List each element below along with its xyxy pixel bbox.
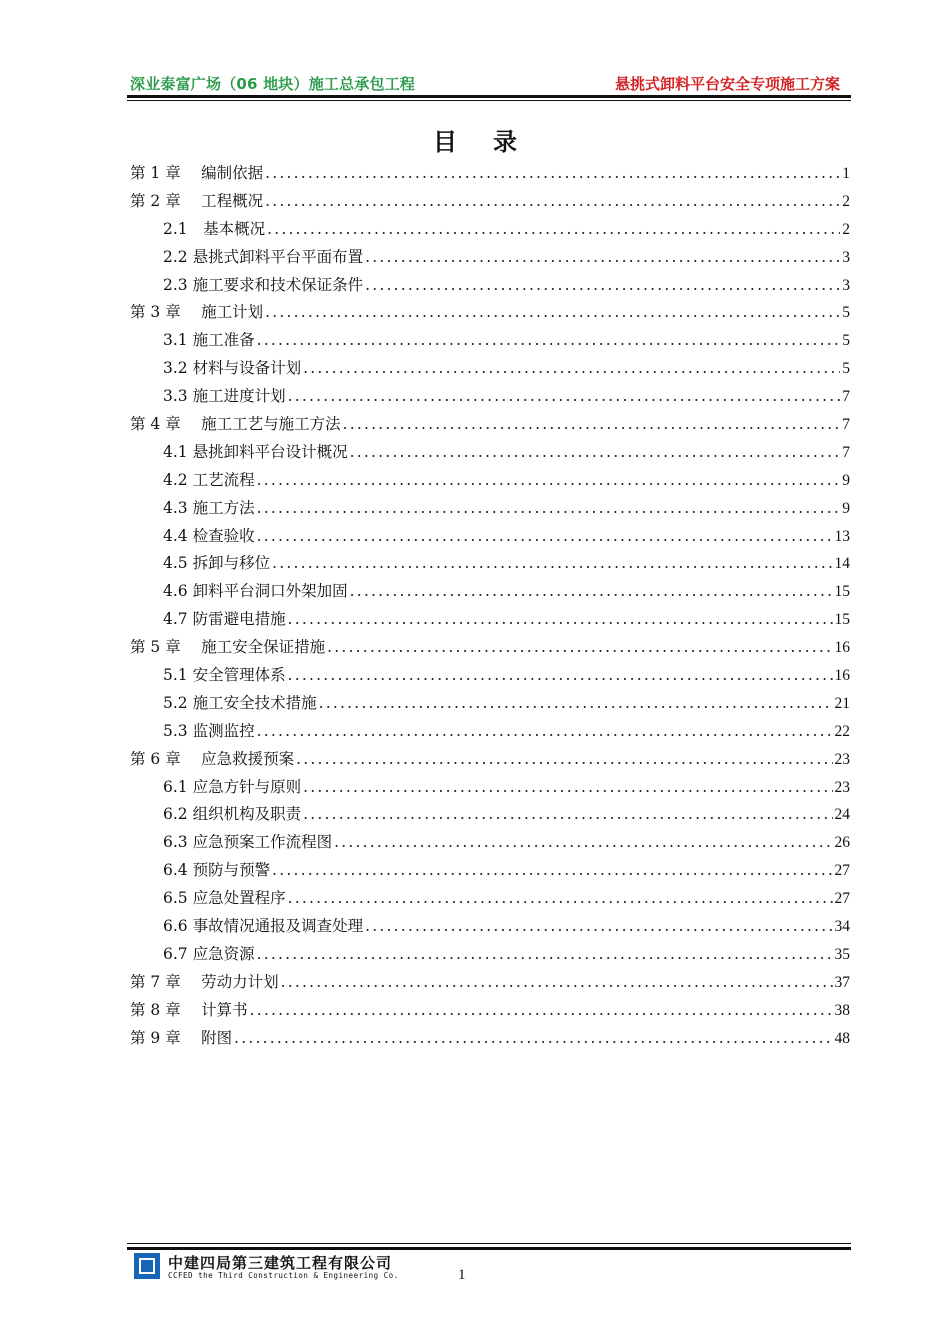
- toc-entry[interactable]: [130, 829, 850, 857]
- toc-entry[interactable]: [130, 941, 850, 969]
- footer-rule-thin: [127, 1243, 851, 1244]
- toc-entry-page: 1: [842, 165, 850, 182]
- footer-company-english: CCFED the Third Construction & Engineering Co.: [168, 1271, 399, 1280]
- toc-entry-label: 第 7 章 劳动力计划: [130, 972, 279, 991]
- toc-entry[interactable]: [130, 969, 850, 997]
- header-document-title: 悬挑式卸料平台安全专项施工方案: [614, 75, 840, 93]
- toc-entry-label: 6.2 组织机构及职责: [163, 805, 302, 824]
- toc-entry[interactable]: [130, 272, 850, 300]
- toc-entry-label: 4.7 防雷避电措施: [163, 610, 286, 629]
- toc-leader-dots: [296, 746, 832, 774]
- toc-leader-dots: [288, 383, 841, 411]
- toc-leader-dots: [281, 969, 833, 997]
- toc-title: 目录: [433, 128, 553, 156]
- toc-entry[interactable]: [130, 801, 850, 829]
- toc-leader-dots: [265, 160, 840, 188]
- toc-entry-label: 4.3 施工方法: [163, 498, 255, 517]
- toc-entry[interactable]: [130, 662, 850, 690]
- toc-entry-label: 第 8 章 计算书: [130, 1000, 248, 1019]
- header-project-name: 深业泰富广场（06 地块）施工总承包工程: [130, 75, 416, 93]
- toc-entry-label: 6.4 预防与预警: [163, 861, 271, 880]
- toc-entry-page: 24: [834, 806, 850, 824]
- toc-leader-dots: [257, 941, 833, 969]
- toc-entry-label: 4.4 检查验收: [163, 526, 255, 545]
- toc-entry[interactable]: [130, 578, 850, 606]
- toc-entry-page: 37: [834, 973, 850, 991]
- toc-entry-page: 7: [842, 388, 850, 406]
- toc-entry[interactable]: [130, 355, 850, 383]
- toc-leader-dots: [343, 411, 841, 439]
- header-rule-thick: [127, 95, 851, 98]
- toc-entry-page: 9: [842, 471, 850, 489]
- toc-leader-dots: [303, 355, 840, 383]
- toc-entry-label: 4.2 工艺流程: [163, 470, 255, 489]
- toc-entry-page: 9: [842, 499, 850, 517]
- toc-entry[interactable]: [130, 411, 850, 439]
- toc-entry-page: 7: [842, 443, 850, 461]
- toc-entry-page: 5: [842, 304, 850, 322]
- toc-entry[interactable]: [130, 885, 850, 913]
- toc-entry-page: 13: [834, 527, 850, 545]
- toc-entry-page: 35: [834, 945, 850, 963]
- toc-leader-dots: [365, 244, 840, 272]
- toc-entry-label: 3.2 材料与设备计划: [163, 359, 302, 378]
- toc-entry-page: 23: [834, 778, 850, 796]
- toc-entry[interactable]: [130, 439, 850, 467]
- toc-entry[interactable]: [130, 188, 850, 216]
- toc-entry[interactable]: [130, 718, 850, 746]
- toc-entry-label: 4.5 拆卸与移位: [163, 554, 271, 573]
- toc-entry-label: 3.3 施工进度计划: [163, 387, 286, 406]
- toc-entry-page: 48: [834, 1029, 850, 1047]
- toc-entry-page: 34: [834, 918, 850, 936]
- toc-entry[interactable]: [130, 467, 850, 495]
- toc-entry-label: 2.3 施工要求和技术保证条件: [163, 275, 364, 294]
- toc-entry[interactable]: [130, 997, 850, 1025]
- toc-entry-page: 26: [834, 834, 850, 852]
- toc-entry-label: 6.1 应急方针与原则: [163, 777, 302, 796]
- toc-entry-page: 27: [834, 862, 850, 880]
- toc-leader-dots: [265, 299, 840, 327]
- toc-leader-dots: [327, 634, 832, 662]
- toc-entry-label: 第 6 章 应急救援预案: [130, 749, 295, 768]
- toc-entry-label: 6.7 应急资源: [163, 944, 255, 963]
- toc-leader-dots: [365, 913, 832, 941]
- toc-entry[interactable]: [130, 216, 850, 244]
- toc-entry-page: 27: [834, 890, 850, 908]
- toc-leader-dots: [319, 690, 833, 718]
- company-logo-icon: [134, 1253, 160, 1279]
- table-of-contents: [130, 160, 850, 1053]
- header-rule-thin: [127, 100, 851, 101]
- toc-entry[interactable]: [130, 746, 850, 774]
- toc-leader-dots: [257, 467, 841, 495]
- toc-entry-label: 5.2 施工安全技术措施: [163, 693, 317, 712]
- footer-company-name: 中建四局第三建筑工程有限公司: [168, 1254, 393, 1272]
- toc-entry-page: 38: [834, 1001, 850, 1019]
- toc-entry-page: 16: [834, 639, 850, 657]
- toc-entry-label: 2.1 基本概况: [163, 219, 266, 238]
- toc-leader-dots: [288, 606, 833, 634]
- toc-leader-dots: [350, 439, 841, 467]
- toc-entry-page: 5: [842, 332, 850, 350]
- toc-entry-label: 3.1 施工准备: [163, 331, 255, 350]
- toc-entry-label: 第 5 章 施工安全保证措施: [130, 638, 326, 657]
- toc-leader-dots: [303, 801, 832, 829]
- toc-entry[interactable]: [130, 244, 850, 272]
- toc-entry-page: 3: [842, 276, 850, 294]
- toc-entry-page: 23: [834, 750, 850, 768]
- toc-entry[interactable]: [130, 857, 850, 885]
- toc-leader-dots: [267, 216, 840, 244]
- toc-leader-dots: [365, 272, 840, 300]
- toc-leader-dots: [257, 718, 833, 746]
- toc-entry-label: 5.3 监测监控: [163, 721, 255, 740]
- toc-entry-page: 3: [842, 248, 850, 266]
- toc-entry[interactable]: [130, 550, 850, 578]
- toc-entry[interactable]: [130, 1025, 850, 1053]
- toc-entry[interactable]: [130, 299, 850, 327]
- toc-entry-page: 22: [834, 722, 850, 740]
- toc-entry[interactable]: [130, 160, 850, 188]
- toc-entry-label: 第 1 章 编制依据: [130, 164, 264, 182]
- toc-leader-dots: [265, 188, 840, 216]
- toc-leader-dots: [250, 997, 833, 1025]
- toc-leader-dots: [234, 1025, 832, 1053]
- toc-entry-label: 5.1 安全管理体系: [163, 666, 286, 685]
- toc-leader-dots: [257, 523, 833, 551]
- toc-entry-page: 16: [834, 667, 850, 685]
- toc-entry-page: 15: [834, 583, 850, 601]
- toc-entry-label: 4.1 悬挑卸料平台设计概况: [163, 442, 348, 461]
- toc-leader-dots: [272, 550, 832, 578]
- toc-leader-dots: [288, 662, 833, 690]
- toc-entry[interactable]: [130, 690, 850, 718]
- toc-entry-label: 2.2 悬挑式卸料平台平面布置: [163, 247, 364, 266]
- toc-entry-page: 2: [842, 220, 850, 238]
- toc-entry-page: 14: [834, 555, 850, 573]
- toc-entry[interactable]: [130, 495, 850, 523]
- toc-entry-page: 5: [842, 360, 850, 378]
- toc-entry-label: 6.6 事故情况通报及调查处理: [163, 917, 364, 936]
- toc-entry-page: 7: [842, 416, 850, 434]
- toc-entry-page: 15: [834, 611, 850, 629]
- toc-leader-dots: [334, 829, 832, 857]
- toc-leader-dots: [257, 327, 841, 355]
- toc-entry-page: 2: [842, 192, 850, 210]
- toc-entry[interactable]: [130, 327, 850, 355]
- toc-leader-dots: [303, 774, 832, 802]
- page-number: 1: [458, 1267, 466, 1283]
- toc-entry-label: 6.5 应急处置程序: [163, 889, 286, 908]
- toc-leader-dots: [350, 578, 833, 606]
- toc-entry[interactable]: [130, 774, 850, 802]
- toc-entry[interactable]: [130, 634, 850, 662]
- toc-entry-page: 21: [834, 694, 850, 712]
- toc-entry-label: 6.3 应急预案工作流程图: [163, 833, 333, 852]
- toc-leader-dots: [272, 857, 832, 885]
- toc-entry-label: 4.6 卸料平台洞口外架加固: [163, 582, 348, 601]
- toc-entry[interactable]: [130, 606, 850, 634]
- toc-entry[interactable]: [130, 913, 850, 941]
- toc-entry-label: 第 3 章 施工计划: [130, 303, 264, 322]
- toc-leader-dots: [288, 885, 833, 913]
- toc-leader-dots: [257, 495, 841, 523]
- footer-rule-thick: [127, 1247, 851, 1250]
- toc-entry-label: 第 4 章 施工工艺与施工方法: [130, 415, 341, 434]
- toc-entry-label: 第 2 章 工程概况: [130, 191, 264, 210]
- toc-entry-label: 第 9 章 附图: [130, 1028, 233, 1047]
- toc-entry[interactable]: [130, 523, 850, 551]
- toc-entry[interactable]: [130, 383, 850, 411]
